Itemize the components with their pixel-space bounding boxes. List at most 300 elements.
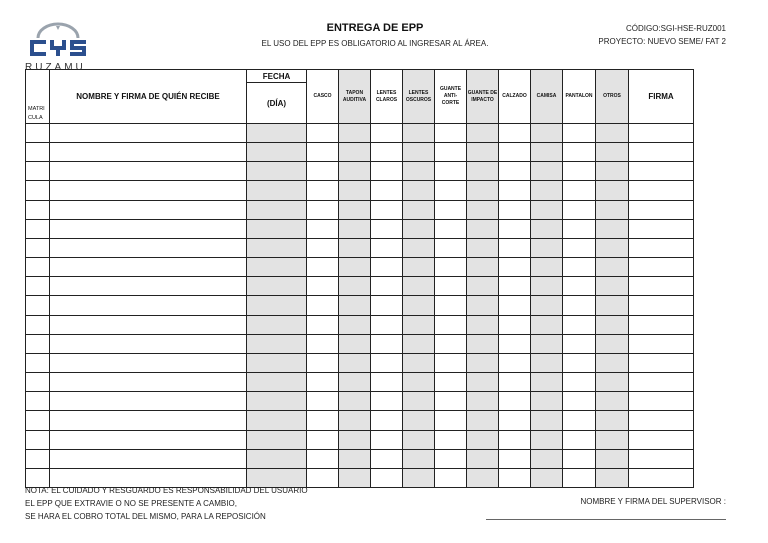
table-cell[interactable]: [467, 143, 499, 162]
table-cell[interactable]: [307, 315, 339, 334]
table-cell[interactable]: [339, 277, 371, 296]
table-cell[interactable]: [596, 181, 629, 200]
table-cell[interactable]: [403, 219, 435, 238]
header-item-calzado: CALZADO: [499, 70, 531, 124]
table-cell[interactable]: [531, 315, 563, 334]
table-cell[interactable]: [247, 334, 307, 353]
table-cell[interactable]: [50, 334, 247, 353]
table-cell[interactable]: [247, 181, 307, 200]
table-cell[interactable]: [339, 143, 371, 162]
table-cell[interactable]: [371, 468, 403, 487]
table-cell[interactable]: [499, 468, 531, 487]
note-line: NOTA: EL CUIDADO Y RESGUARDO ES RESPONSABILIDAD DEL USUARIO: [25, 486, 308, 495]
table-cell[interactable]: [50, 143, 247, 162]
table-cell[interactable]: [307, 392, 339, 411]
table-cell[interactable]: [403, 238, 435, 257]
table-cell[interactable]: [26, 162, 50, 181]
table-row: [26, 238, 694, 257]
table-cell[interactable]: [247, 449, 307, 468]
table-cell[interactable]: [435, 449, 467, 468]
table-cell[interactable]: [596, 143, 629, 162]
table-cell[interactable]: [563, 353, 596, 372]
header-matricula: MATRI CULA: [26, 70, 50, 124]
table-cell[interactable]: [435, 200, 467, 219]
table-cell[interactable]: [26, 124, 50, 143]
table-cell[interactable]: [307, 296, 339, 315]
table-cell[interactable]: [596, 315, 629, 334]
table-cell[interactable]: [596, 238, 629, 257]
table-cell[interactable]: [467, 334, 499, 353]
table-cell[interactable]: [499, 449, 531, 468]
table-cell[interactable]: [563, 277, 596, 296]
table-cell[interactable]: [435, 353, 467, 372]
table-cell[interactable]: [629, 258, 694, 277]
table-cell[interactable]: [339, 162, 371, 181]
table-cell[interactable]: [531, 143, 563, 162]
note-line: SE HARA EL COBRO TOTAL DEL MISMO, PARA LA REPOSICIÓN: [25, 512, 266, 521]
table-row: [26, 277, 694, 296]
table-cell[interactable]: [339, 181, 371, 200]
table-row: [26, 334, 694, 353]
table-cell[interactable]: [629, 124, 694, 143]
table-cell[interactable]: [435, 296, 467, 315]
table-cell[interactable]: [26, 219, 50, 238]
table-cell[interactable]: [307, 124, 339, 143]
table-row: [26, 430, 694, 449]
table-cell[interactable]: [50, 258, 247, 277]
table-cell[interactable]: [596, 411, 629, 430]
header-item-casco: CASCO: [307, 70, 339, 124]
table-cell[interactable]: [563, 315, 596, 334]
table-cell[interactable]: [339, 238, 371, 257]
table-cell[interactable]: [629, 392, 694, 411]
table-cell[interactable]: [563, 181, 596, 200]
table-cell[interactable]: [247, 162, 307, 181]
table-cell[interactable]: [247, 219, 307, 238]
table-cell[interactable]: [596, 392, 629, 411]
table-cell[interactable]: [499, 124, 531, 143]
table-cell[interactable]: [371, 277, 403, 296]
table-cell[interactable]: [531, 411, 563, 430]
table-cell[interactable]: [403, 373, 435, 392]
table-cell[interactable]: [629, 143, 694, 162]
table-cell[interactable]: [499, 277, 531, 296]
table-cell[interactable]: [371, 200, 403, 219]
table-cell[interactable]: [50, 162, 247, 181]
table-cell[interactable]: [531, 200, 563, 219]
table-row: [26, 200, 694, 219]
header-dia: (DÍA): [247, 83, 307, 124]
table-cell[interactable]: [50, 430, 247, 449]
table-cell[interactable]: [563, 296, 596, 315]
table-cell[interactable]: [403, 315, 435, 334]
table-cell[interactable]: [499, 162, 531, 181]
table-cell[interactable]: [26, 181, 50, 200]
table-cell[interactable]: [467, 238, 499, 257]
table-cell[interactable]: [499, 258, 531, 277]
table-cell[interactable]: [307, 219, 339, 238]
table-cell[interactable]: [563, 162, 596, 181]
table-cell[interactable]: [307, 200, 339, 219]
table-cell[interactable]: [467, 258, 499, 277]
header-item-guante-impacto: GUANTE DE IMPACTO: [467, 70, 499, 124]
table-cell[interactable]: [499, 430, 531, 449]
table-cell[interactable]: [50, 411, 247, 430]
table-cell[interactable]: [629, 296, 694, 315]
table-cell[interactable]: [596, 334, 629, 353]
supervisor-signature-line[interactable]: [486, 519, 726, 520]
table-row: [26, 353, 694, 372]
table-cell[interactable]: [339, 468, 371, 487]
table-cell[interactable]: [467, 392, 499, 411]
header-item-camisa: CAMISA: [531, 70, 563, 124]
table-cell[interactable]: [499, 238, 531, 257]
table-cell[interactable]: [596, 449, 629, 468]
table-row: [26, 392, 694, 411]
table-cell[interactable]: [563, 238, 596, 257]
table-cell[interactable]: [467, 162, 499, 181]
table-cell[interactable]: [563, 124, 596, 143]
table-cell[interactable]: [435, 219, 467, 238]
table-cell[interactable]: [50, 449, 247, 468]
table-cell[interactable]: [403, 468, 435, 487]
header-item-guante-anticorte: GUANTE ANTI- CORTE: [435, 70, 467, 124]
table-cell[interactable]: [339, 373, 371, 392]
table-cell[interactable]: [307, 181, 339, 200]
table-cell[interactable]: [307, 449, 339, 468]
table-cell[interactable]: [467, 181, 499, 200]
table-cell[interactable]: [307, 143, 339, 162]
table-cell[interactable]: [247, 200, 307, 219]
table-cell[interactable]: [629, 373, 694, 392]
table-cell[interactable]: [499, 315, 531, 334]
table-row: [26, 162, 694, 181]
table-cell[interactable]: [531, 449, 563, 468]
table-cell[interactable]: [339, 219, 371, 238]
table-row: [26, 143, 694, 162]
table-cell[interactable]: [403, 277, 435, 296]
table-cell[interactable]: [371, 238, 403, 257]
table-cell[interactable]: [339, 124, 371, 143]
table-cell[interactable]: [531, 181, 563, 200]
supervisor-signature-label: NOMBRE Y FIRMA DEL SUPERVISOR :: [580, 497, 726, 506]
table-cell[interactable]: [499, 219, 531, 238]
table-cell[interactable]: [26, 200, 50, 219]
table-cell[interactable]: [499, 296, 531, 315]
table-cell[interactable]: [247, 124, 307, 143]
table-cell[interactable]: [403, 124, 435, 143]
table-cell[interactable]: [531, 219, 563, 238]
table-cell[interactable]: [307, 373, 339, 392]
table-cell[interactable]: [563, 392, 596, 411]
table-cell[interactable]: [629, 449, 694, 468]
table-cell[interactable]: [403, 411, 435, 430]
table-cell[interactable]: [531, 334, 563, 353]
header-firma: FIRMA: [629, 70, 694, 124]
table-cell[interactable]: [26, 392, 50, 411]
table-cell[interactable]: [403, 162, 435, 181]
table-cell[interactable]: [26, 238, 50, 257]
table-cell[interactable]: [563, 411, 596, 430]
table-cell[interactable]: [629, 162, 694, 181]
table-cell[interactable]: [467, 200, 499, 219]
table-cell[interactable]: [467, 468, 499, 487]
table-cell[interactable]: [339, 200, 371, 219]
table-row: [26, 219, 694, 238]
table-cell[interactable]: [371, 258, 403, 277]
table-cell[interactable]: [563, 143, 596, 162]
table-cell[interactable]: [531, 373, 563, 392]
table-cell[interactable]: [531, 392, 563, 411]
table-cell[interactable]: [629, 277, 694, 296]
header-item-tapon: TAPON AUDITIVA: [339, 70, 371, 124]
table-cell[interactable]: [371, 430, 403, 449]
table-cell[interactable]: [307, 258, 339, 277]
table-cell[interactable]: [531, 162, 563, 181]
table-cell[interactable]: [563, 219, 596, 238]
header-item-pantalon: PANTALON: [563, 70, 596, 124]
table-cell[interactable]: [531, 430, 563, 449]
table-cell[interactable]: [247, 430, 307, 449]
table-cell[interactable]: [596, 468, 629, 487]
table-cell[interactable]: [371, 181, 403, 200]
table-cell[interactable]: [499, 411, 531, 430]
table-cell[interactable]: [339, 353, 371, 372]
table-cell[interactable]: [371, 124, 403, 143]
table-cell[interactable]: [629, 315, 694, 334]
table-cell[interactable]: [531, 353, 563, 372]
table-cell[interactable]: [467, 411, 499, 430]
table-cell[interactable]: [26, 353, 50, 372]
table-cell[interactable]: [531, 468, 563, 487]
table-cell[interactable]: [247, 411, 307, 430]
table-cell[interactable]: [435, 143, 467, 162]
table-cell[interactable]: [596, 373, 629, 392]
table-cell[interactable]: [50, 277, 247, 296]
table-cell[interactable]: [307, 468, 339, 487]
table-cell[interactable]: [371, 334, 403, 353]
table-cell[interactable]: [247, 353, 307, 372]
table-cell[interactable]: [50, 124, 247, 143]
table-cell[interactable]: [50, 219, 247, 238]
table-cell[interactable]: [435, 238, 467, 257]
table-cell[interactable]: [403, 181, 435, 200]
table-cell[interactable]: [307, 411, 339, 430]
table-cell[interactable]: [371, 162, 403, 181]
table-cell[interactable]: [596, 353, 629, 372]
table-cell[interactable]: [629, 219, 694, 238]
table-cell[interactable]: [247, 238, 307, 257]
table-row: [26, 124, 694, 143]
form-title: ENTREGA DE EPP: [326, 22, 424, 34]
table-cell[interactable]: [339, 392, 371, 411]
table-cell[interactable]: [50, 392, 247, 411]
table-cell[interactable]: [596, 200, 629, 219]
table-cell[interactable]: [307, 162, 339, 181]
table-cell[interactable]: [403, 334, 435, 353]
table-cell[interactable]: [26, 334, 50, 353]
epp-delivery-table: [25, 69, 694, 488]
table-cell[interactable]: [629, 430, 694, 449]
table-cell[interactable]: [371, 296, 403, 315]
table-cell[interactable]: [247, 296, 307, 315]
table-cell[interactable]: [26, 315, 50, 334]
table-cell[interactable]: [435, 373, 467, 392]
table-cell[interactable]: [563, 373, 596, 392]
table-cell[interactable]: [371, 373, 403, 392]
table-cell[interactable]: [371, 219, 403, 238]
table-row: [26, 258, 694, 277]
table-cell[interactable]: [403, 200, 435, 219]
table-cell[interactable]: [403, 430, 435, 449]
header-item-lentes-oscuros: LENTES OSCUROS: [403, 70, 435, 124]
table-cell[interactable]: [247, 392, 307, 411]
table-cell[interactable]: [26, 411, 50, 430]
table-cell[interactable]: [339, 315, 371, 334]
table-cell[interactable]: [339, 296, 371, 315]
table-cell[interactable]: [247, 143, 307, 162]
table-cell[interactable]: [403, 353, 435, 372]
table-cell[interactable]: [50, 181, 247, 200]
table-cell[interactable]: [435, 430, 467, 449]
table-cell[interactable]: [629, 411, 694, 430]
table-cell[interactable]: [26, 258, 50, 277]
table-cell[interactable]: [531, 258, 563, 277]
table-cell[interactable]: [339, 430, 371, 449]
table-cell[interactable]: [596, 258, 629, 277]
table-cell[interactable]: [629, 200, 694, 219]
table-cell[interactable]: [563, 258, 596, 277]
table-cell[interactable]: [50, 238, 247, 257]
table-cell[interactable]: [307, 334, 339, 353]
table-cell[interactable]: [339, 411, 371, 430]
table-cell[interactable]: [26, 143, 50, 162]
table-cell[interactable]: [467, 449, 499, 468]
table-cell[interactable]: [435, 124, 467, 143]
table-cell[interactable]: [307, 353, 339, 372]
table-cell[interactable]: [371, 411, 403, 430]
table-cell[interactable]: [435, 258, 467, 277]
table-cell[interactable]: [50, 373, 247, 392]
table-cell[interactable]: [596, 219, 629, 238]
table-cell[interactable]: [596, 124, 629, 143]
table-cell[interactable]: [467, 296, 499, 315]
table-cell[interactable]: [247, 373, 307, 392]
table-cell[interactable]: [499, 373, 531, 392]
table-cell[interactable]: [499, 392, 531, 411]
table-cell[interactable]: [596, 296, 629, 315]
table-cell[interactable]: [307, 430, 339, 449]
table-cell[interactable]: [531, 238, 563, 257]
table-cell[interactable]: [26, 373, 50, 392]
table-cell[interactable]: [247, 315, 307, 334]
table-cell[interactable]: [499, 181, 531, 200]
table-cell[interactable]: [467, 353, 499, 372]
table-cell[interactable]: [467, 219, 499, 238]
table-cell[interactable]: [629, 334, 694, 353]
table-cell[interactable]: [467, 277, 499, 296]
table-cell[interactable]: [499, 353, 531, 372]
table-cell[interactable]: [531, 277, 563, 296]
table-cell[interactable]: [467, 124, 499, 143]
table-cell[interactable]: [629, 353, 694, 372]
table-cell[interactable]: [403, 449, 435, 468]
table-cell[interactable]: [26, 296, 50, 315]
table-cell[interactable]: [26, 277, 50, 296]
table-cell[interactable]: [50, 200, 247, 219]
table-cell[interactable]: [467, 373, 499, 392]
header-item-lentes-claros: LENTES CLAROS: [371, 70, 403, 124]
table-cell[interactable]: [26, 449, 50, 468]
table-cell[interactable]: [339, 334, 371, 353]
table-cell[interactable]: [403, 392, 435, 411]
table-cell[interactable]: [499, 200, 531, 219]
table-cell[interactable]: [435, 181, 467, 200]
table-cell[interactable]: [563, 334, 596, 353]
table-cell[interactable]: [435, 411, 467, 430]
table-row: [26, 411, 694, 430]
table-cell[interactable]: [247, 258, 307, 277]
table-cell[interactable]: [435, 315, 467, 334]
table-cell[interactable]: [247, 277, 307, 296]
table-cell[interactable]: [307, 238, 339, 257]
table-cell[interactable]: [403, 143, 435, 162]
header-name: NOMBRE Y FIRMA DE QUIÉN RECIBE: [50, 70, 247, 124]
table-cell[interactable]: [467, 315, 499, 334]
table-cell[interactable]: [403, 258, 435, 277]
table-cell[interactable]: [403, 296, 435, 315]
table-cell[interactable]: [563, 200, 596, 219]
table-cell[interactable]: [467, 430, 499, 449]
table-cell[interactable]: [435, 162, 467, 181]
table-cell[interactable]: [50, 315, 247, 334]
table-cell[interactable]: [531, 296, 563, 315]
table-cell[interactable]: [435, 468, 467, 487]
table-cell[interactable]: [435, 392, 467, 411]
logo-wordmark: RUZAMU: [25, 62, 86, 73]
table-cell[interactable]: [339, 449, 371, 468]
table-cell[interactable]: [499, 143, 531, 162]
table-cell[interactable]: [371, 392, 403, 411]
table-cell[interactable]: [563, 430, 596, 449]
table-cell[interactable]: [629, 468, 694, 487]
table-cell[interactable]: [435, 277, 467, 296]
table-cell[interactable]: [596, 277, 629, 296]
table-cell[interactable]: [371, 143, 403, 162]
form-code: CÓDIGO:SGI-HSE-RUZ001: [625, 24, 726, 33]
table-cell[interactable]: [629, 238, 694, 257]
table-cell[interactable]: [371, 353, 403, 372]
table-cell[interactable]: [563, 468, 596, 487]
table-cell[interactable]: [307, 277, 339, 296]
table-cell[interactable]: [596, 162, 629, 181]
table-cell[interactable]: [563, 449, 596, 468]
table-cell[interactable]: [435, 334, 467, 353]
table-cell[interactable]: [596, 430, 629, 449]
table-cell[interactable]: [50, 353, 247, 372]
table-cell[interactable]: [629, 181, 694, 200]
form-meta: [598, 22, 726, 48]
table-cell[interactable]: [26, 430, 50, 449]
table-cell[interactable]: [531, 124, 563, 143]
table-cell[interactable]: [371, 449, 403, 468]
table-cell[interactable]: [371, 315, 403, 334]
table-cell[interactable]: [339, 258, 371, 277]
table-cell[interactable]: [50, 296, 247, 315]
table-row: [26, 181, 694, 200]
table-cell[interactable]: [499, 334, 531, 353]
form-subtitle: EL USO DEL EPP ES OBLIGATORIO AL INGRESAR AL ÁREA.: [261, 39, 489, 48]
